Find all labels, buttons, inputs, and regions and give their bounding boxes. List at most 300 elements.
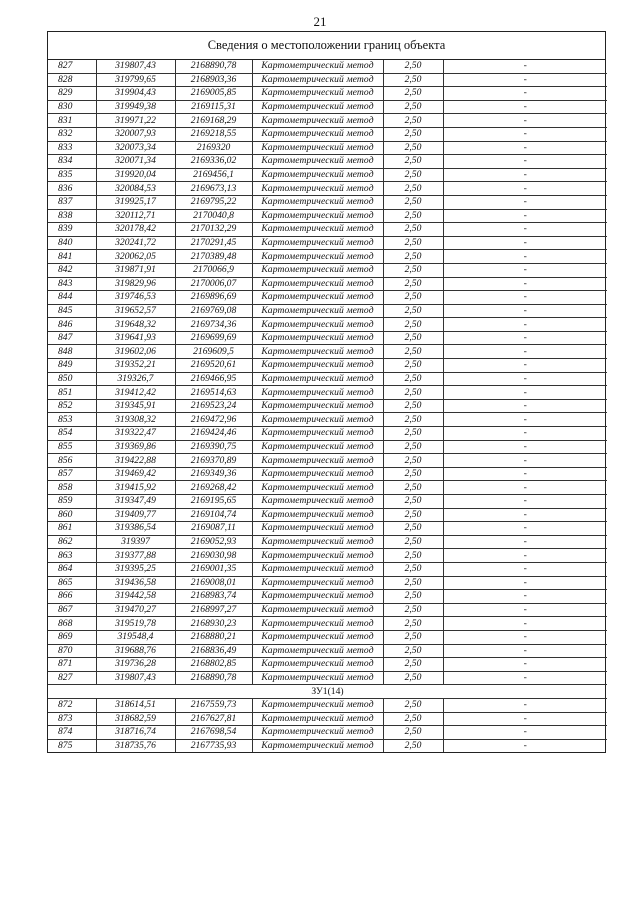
description-cell: - xyxy=(443,603,607,617)
x-coordinate: 319829,96 xyxy=(96,277,175,291)
y-coordinate: 2168836,49 xyxy=(175,644,252,658)
x-coordinate: 319746,53 xyxy=(96,291,175,305)
method-cell: Картометрический метод xyxy=(252,726,383,740)
method-cell: Картометрический метод xyxy=(252,508,383,522)
accuracy-cell: 2,50 xyxy=(383,127,443,141)
table-row xyxy=(48,427,607,441)
y-coordinate: 2169734,36 xyxy=(175,318,252,332)
accuracy-cell: 2,50 xyxy=(383,291,443,305)
y-coordinate: 2169795,22 xyxy=(175,195,252,209)
table-row xyxy=(48,372,607,386)
description-cell: - xyxy=(443,399,607,413)
table-row xyxy=(48,168,607,182)
table-row xyxy=(48,291,607,305)
point-number: 863 xyxy=(48,549,96,563)
x-coordinate: 318614,51 xyxy=(96,698,175,712)
method-cell: Картометрический метод xyxy=(252,603,383,617)
description-cell: - xyxy=(443,182,607,196)
x-coordinate: 319412,42 xyxy=(96,386,175,400)
y-coordinate: 2169320 xyxy=(175,141,252,155)
x-coordinate: 319602,06 xyxy=(96,345,175,359)
method-cell: Картометрический метод xyxy=(252,399,383,413)
description-cell: - xyxy=(443,304,607,318)
point-number: 848 xyxy=(48,345,96,359)
accuracy-cell: 2,50 xyxy=(383,617,443,631)
x-coordinate: 319422,88 xyxy=(96,454,175,468)
method-cell: Картометрический метод xyxy=(252,372,383,386)
x-coordinate: 319641,93 xyxy=(96,331,175,345)
table-row xyxy=(48,508,607,522)
accuracy-cell: 2,50 xyxy=(383,372,443,386)
point-number: 836 xyxy=(48,182,96,196)
description-cell: - xyxy=(443,114,607,128)
table-row xyxy=(48,345,607,359)
description-cell: - xyxy=(443,359,607,373)
table-row xyxy=(48,522,607,536)
point-number: 840 xyxy=(48,236,96,250)
page-number: 21 xyxy=(313,14,327,29)
y-coordinate: 2169052,93 xyxy=(175,535,252,549)
method-cell: Картометрический метод xyxy=(252,331,383,345)
point-number: 867 xyxy=(48,603,96,617)
y-coordinate: 2167698,54 xyxy=(175,726,252,740)
table-row xyxy=(48,386,607,400)
description-cell: - xyxy=(443,440,607,454)
table-row xyxy=(48,182,607,196)
x-coordinate: 320062,05 xyxy=(96,250,175,264)
x-coordinate: 319322,47 xyxy=(96,427,175,441)
table-row xyxy=(48,644,607,658)
accuracy-cell: 2,50 xyxy=(383,386,443,400)
description-cell: - xyxy=(443,318,607,332)
accuracy-cell: 2,50 xyxy=(383,590,443,604)
x-coordinate: 319386,54 xyxy=(96,522,175,536)
method-cell: Картометрический метод xyxy=(252,644,383,658)
x-coordinate: 320073,34 xyxy=(96,141,175,155)
point-number: 850 xyxy=(48,372,96,386)
accuracy-cell: 2,50 xyxy=(383,549,443,563)
description-cell: - xyxy=(443,427,607,441)
accuracy-cell: 2,50 xyxy=(383,209,443,223)
point-number: 849 xyxy=(48,359,96,373)
accuracy-cell: 2,50 xyxy=(383,454,443,468)
y-coordinate: 2169104,74 xyxy=(175,508,252,522)
point-number: 871 xyxy=(48,658,96,672)
accuracy-cell: 2,50 xyxy=(383,440,443,454)
description-cell: - xyxy=(443,263,607,277)
x-coordinate: 319648,32 xyxy=(96,318,175,332)
table-row xyxy=(48,671,607,685)
y-coordinate: 2169001,35 xyxy=(175,562,252,576)
point-number: 847 xyxy=(48,331,96,345)
accuracy-cell: 2,50 xyxy=(383,495,443,509)
description-cell: - xyxy=(443,549,607,563)
point-number: 873 xyxy=(48,712,96,726)
x-coordinate: 320112,71 xyxy=(96,209,175,223)
accuracy-cell: 2,50 xyxy=(383,603,443,617)
point-number: 872 xyxy=(48,698,96,712)
table-row xyxy=(48,223,607,237)
accuracy-cell: 2,50 xyxy=(383,100,443,114)
table-row xyxy=(48,535,607,549)
accuracy-cell: 2,50 xyxy=(383,726,443,740)
y-coordinate: 2169168,29 xyxy=(175,114,252,128)
method-cell: Картометрический метод xyxy=(252,223,383,237)
x-coordinate: 319871,91 xyxy=(96,263,175,277)
table-row xyxy=(48,495,607,509)
description-cell: - xyxy=(443,508,607,522)
y-coordinate: 2169609,5 xyxy=(175,345,252,359)
y-coordinate: 2169456,1 xyxy=(175,168,252,182)
y-coordinate: 2169370,89 xyxy=(175,454,252,468)
x-coordinate: 319436,58 xyxy=(96,576,175,590)
x-coordinate: 319652,57 xyxy=(96,304,175,318)
accuracy-cell: 2,50 xyxy=(383,413,443,427)
point-number: 856 xyxy=(48,454,96,468)
x-coordinate: 319326,7 xyxy=(96,372,175,386)
table-row xyxy=(48,318,607,332)
x-coordinate: 319395,25 xyxy=(96,562,175,576)
method-cell: Картометрический метод xyxy=(252,576,383,590)
description-cell: - xyxy=(443,712,607,726)
point-number: 829 xyxy=(48,87,96,101)
method-cell: Картометрический метод xyxy=(252,250,383,264)
accuracy-cell: 2,50 xyxy=(383,141,443,155)
description-cell: - xyxy=(443,739,607,752)
method-cell: Картометрический метод xyxy=(252,386,383,400)
point-number: 859 xyxy=(48,495,96,509)
accuracy-cell: 2,50 xyxy=(383,73,443,87)
y-coordinate: 2170132,29 xyxy=(175,223,252,237)
table-row xyxy=(48,277,607,291)
description-cell: - xyxy=(443,277,607,291)
x-coordinate: 319920,04 xyxy=(96,168,175,182)
description-cell: - xyxy=(443,630,607,644)
table-row xyxy=(48,359,607,373)
y-coordinate: 2168802,85 xyxy=(175,658,252,672)
accuracy-cell: 2,50 xyxy=(383,182,443,196)
point-number: 854 xyxy=(48,427,96,441)
description-cell: - xyxy=(443,535,607,549)
y-coordinate: 2168890,78 xyxy=(175,60,252,73)
description-cell: - xyxy=(443,291,607,305)
method-cell: Картометрический метод xyxy=(252,114,383,128)
method-cell: Картометрический метод xyxy=(252,141,383,155)
table-row xyxy=(48,60,607,73)
point-number: 862 xyxy=(48,535,96,549)
point-number: 860 xyxy=(48,508,96,522)
description-cell: - xyxy=(443,576,607,590)
y-coordinate: 2169896,69 xyxy=(175,291,252,305)
point-number: 834 xyxy=(48,155,96,169)
table-row xyxy=(48,726,607,740)
method-cell: Картометрический метод xyxy=(252,60,383,73)
accuracy-cell: 2,50 xyxy=(383,427,443,441)
accuracy-cell: 2,50 xyxy=(383,331,443,345)
description-cell: - xyxy=(443,658,607,672)
point-number: 842 xyxy=(48,263,96,277)
x-coordinate: 319308,32 xyxy=(96,413,175,427)
y-coordinate: 2170006,07 xyxy=(175,277,252,291)
description-cell: - xyxy=(443,495,607,509)
y-coordinate: 2169195,65 xyxy=(175,495,252,509)
x-coordinate: 319807,43 xyxy=(96,671,175,685)
point-number: 868 xyxy=(48,617,96,631)
description-cell: - xyxy=(443,617,607,631)
y-coordinate: 2168983,74 xyxy=(175,590,252,604)
x-coordinate: 320241,72 xyxy=(96,236,175,250)
y-coordinate: 2169523,24 xyxy=(175,399,252,413)
table-row xyxy=(48,698,607,712)
y-coordinate: 2169087,11 xyxy=(175,522,252,536)
x-coordinate: 319688,76 xyxy=(96,644,175,658)
method-cell: Картометрический метод xyxy=(252,549,383,563)
description-cell: - xyxy=(443,345,607,359)
table-row xyxy=(48,603,607,617)
y-coordinate: 2168880,21 xyxy=(175,630,252,644)
accuracy-cell: 2,50 xyxy=(383,345,443,359)
accuracy-cell: 2,50 xyxy=(383,630,443,644)
table-row xyxy=(48,467,607,481)
table-row xyxy=(48,712,607,726)
y-coordinate: 2169673,13 xyxy=(175,182,252,196)
table-row xyxy=(48,454,607,468)
accuracy-cell: 2,50 xyxy=(383,712,443,726)
point-number: 870 xyxy=(48,644,96,658)
method-cell: Картометрический метод xyxy=(252,127,383,141)
y-coordinate: 2167735,93 xyxy=(175,739,252,752)
table-row xyxy=(48,331,607,345)
table-row xyxy=(48,114,607,128)
x-coordinate: 319469,42 xyxy=(96,467,175,481)
method-cell: Картометрический метод xyxy=(252,440,383,454)
coordinates-sheet xyxy=(47,31,606,753)
table-row xyxy=(48,73,607,87)
method-cell: Картометрический метод xyxy=(252,467,383,481)
accuracy-cell: 2,50 xyxy=(383,60,443,73)
point-number: 851 xyxy=(48,386,96,400)
table-row xyxy=(48,304,607,318)
table-row xyxy=(48,87,607,101)
method-cell: Картометрический метод xyxy=(252,522,383,536)
y-coordinate: 2168890,78 xyxy=(175,671,252,685)
description-cell: - xyxy=(443,127,607,141)
table-row xyxy=(48,127,607,141)
description-cell: - xyxy=(443,590,607,604)
accuracy-cell: 2,50 xyxy=(383,562,443,576)
y-coordinate: 2169268,42 xyxy=(175,481,252,495)
y-coordinate: 2169466,95 xyxy=(175,372,252,386)
accuracy-cell: 2,50 xyxy=(383,304,443,318)
point-number: 828 xyxy=(48,73,96,87)
point-number: 838 xyxy=(48,209,96,223)
point-number: 861 xyxy=(48,522,96,536)
accuracy-cell: 2,50 xyxy=(383,658,443,672)
method-cell: Картометрический метод xyxy=(252,291,383,305)
y-coordinate: 2169520,61 xyxy=(175,359,252,373)
x-coordinate: 319949,38 xyxy=(96,100,175,114)
point-number: 869 xyxy=(48,630,96,644)
point-number: 835 xyxy=(48,168,96,182)
x-coordinate: 319736,28 xyxy=(96,658,175,672)
point-number: 827 xyxy=(48,60,96,73)
point-number: 831 xyxy=(48,114,96,128)
method-cell: Картометрический метод xyxy=(252,698,383,712)
accuracy-cell: 2,50 xyxy=(383,576,443,590)
point-number: 827 xyxy=(48,671,96,685)
table-row xyxy=(48,236,607,250)
y-coordinate: 2169390,75 xyxy=(175,440,252,454)
point-number: 864 xyxy=(48,562,96,576)
table-row xyxy=(48,209,607,223)
accuracy-cell: 2,50 xyxy=(383,263,443,277)
method-cell: Картометрический метод xyxy=(252,236,383,250)
y-coordinate: 2168930,23 xyxy=(175,617,252,631)
x-coordinate: 319548,4 xyxy=(96,630,175,644)
y-coordinate: 2169514,63 xyxy=(175,386,252,400)
point-number: 852 xyxy=(48,399,96,413)
point-number: 833 xyxy=(48,141,96,155)
method-cell: Картометрический метод xyxy=(252,535,383,549)
accuracy-cell: 2,50 xyxy=(383,250,443,264)
description-cell: - xyxy=(443,454,607,468)
accuracy-cell: 2,50 xyxy=(383,467,443,481)
y-coordinate: 2170040,8 xyxy=(175,209,252,223)
x-coordinate: 319925,17 xyxy=(96,195,175,209)
y-coordinate: 2167627,81 xyxy=(175,712,252,726)
description-cell: - xyxy=(443,209,607,223)
table-row xyxy=(48,141,607,155)
method-cell: Картометрический метод xyxy=(252,100,383,114)
point-number: 858 xyxy=(48,481,96,495)
x-coordinate: 318735,76 xyxy=(96,739,175,752)
x-coordinate: 319415,92 xyxy=(96,481,175,495)
point-number: 853 xyxy=(48,413,96,427)
point-number: 846 xyxy=(48,318,96,332)
y-coordinate: 2168903,36 xyxy=(175,73,252,87)
table-row xyxy=(48,440,607,454)
y-coordinate: 2169769,08 xyxy=(175,304,252,318)
method-cell: Картометрический метод xyxy=(252,318,383,332)
point-number: 855 xyxy=(48,440,96,454)
table-row xyxy=(48,413,607,427)
table-row xyxy=(48,250,607,264)
y-coordinate: 2169030,98 xyxy=(175,549,252,563)
point-number: 832 xyxy=(48,127,96,141)
accuracy-cell: 2,50 xyxy=(383,318,443,332)
method-cell: Картометрический метод xyxy=(252,495,383,509)
y-coordinate: 2169472,96 xyxy=(175,413,252,427)
x-coordinate: 320084,53 xyxy=(96,182,175,196)
method-cell: Картометрический метод xyxy=(252,73,383,87)
section-label: ЗУ1(14) xyxy=(48,685,607,699)
table-row xyxy=(48,590,607,604)
description-cell: - xyxy=(443,698,607,712)
method-cell: Картометрический метод xyxy=(252,658,383,672)
description-cell: - xyxy=(443,562,607,576)
point-number: 844 xyxy=(48,291,96,305)
accuracy-cell: 2,50 xyxy=(383,399,443,413)
description-cell: - xyxy=(443,386,607,400)
method-cell: Картометрический метод xyxy=(252,155,383,169)
accuracy-cell: 2,50 xyxy=(383,644,443,658)
method-cell: Картометрический метод xyxy=(252,195,383,209)
x-coordinate: 320071,34 xyxy=(96,155,175,169)
x-coordinate: 319347,49 xyxy=(96,495,175,509)
y-coordinate: 2170066,9 xyxy=(175,263,252,277)
method-cell: Картометрический метод xyxy=(252,671,383,685)
table-row xyxy=(48,658,607,672)
y-coordinate: 2169699,69 xyxy=(175,331,252,345)
x-coordinate: 320178,42 xyxy=(96,223,175,237)
x-coordinate: 319352,21 xyxy=(96,359,175,373)
point-number: 839 xyxy=(48,223,96,237)
table-row xyxy=(48,617,607,631)
y-coordinate: 2169008,01 xyxy=(175,576,252,590)
x-coordinate: 319409,77 xyxy=(96,508,175,522)
description-cell: - xyxy=(443,250,607,264)
table-row xyxy=(48,739,607,752)
x-coordinate: 319470,27 xyxy=(96,603,175,617)
point-number: 841 xyxy=(48,250,96,264)
x-coordinate: 319345,91 xyxy=(96,399,175,413)
accuracy-cell: 2,50 xyxy=(383,195,443,209)
table-row xyxy=(48,562,607,576)
x-coordinate: 319807,43 xyxy=(96,60,175,73)
table-row xyxy=(48,549,607,563)
table-row xyxy=(48,576,607,590)
method-cell: Картометрический метод xyxy=(252,263,383,277)
method-cell: Картометрический метод xyxy=(252,87,383,101)
y-coordinate: 2168997,27 xyxy=(175,603,252,617)
description-cell: - xyxy=(443,413,607,427)
x-coordinate: 318682,59 xyxy=(96,712,175,726)
description-cell: - xyxy=(443,481,607,495)
sheet-title: Сведения о местоположении границ объекта xyxy=(48,32,605,60)
description-cell: - xyxy=(443,522,607,536)
x-coordinate: 319904,43 xyxy=(96,87,175,101)
table-row xyxy=(48,155,607,169)
method-cell: Картометрический метод xyxy=(252,481,383,495)
description-cell: - xyxy=(443,644,607,658)
description-cell: - xyxy=(443,726,607,740)
accuracy-cell: 2,50 xyxy=(383,236,443,250)
description-cell: - xyxy=(443,331,607,345)
description-cell: - xyxy=(443,195,607,209)
accuracy-cell: 2,50 xyxy=(383,671,443,685)
accuracy-cell: 2,50 xyxy=(383,535,443,549)
point-number: 857 xyxy=(48,467,96,481)
accuracy-cell: 2,50 xyxy=(383,508,443,522)
y-coordinate: 2169005,85 xyxy=(175,87,252,101)
description-cell: - xyxy=(443,467,607,481)
accuracy-cell: 2,50 xyxy=(383,481,443,495)
accuracy-cell: 2,50 xyxy=(383,359,443,373)
accuracy-cell: 2,50 xyxy=(383,114,443,128)
table-row xyxy=(48,263,607,277)
x-coordinate: 319519,78 xyxy=(96,617,175,631)
x-coordinate: 319799,65 xyxy=(96,73,175,87)
accuracy-cell: 2,50 xyxy=(383,522,443,536)
table-row xyxy=(48,481,607,495)
method-cell: Картометрический метод xyxy=(252,562,383,576)
method-cell: Картометрический метод xyxy=(252,739,383,752)
point-number: 837 xyxy=(48,195,96,209)
method-cell: Картометрический метод xyxy=(252,617,383,631)
y-coordinate: 2170291,45 xyxy=(175,236,252,250)
x-coordinate: 319397 xyxy=(96,535,175,549)
coordinates-table-body xyxy=(48,60,607,752)
